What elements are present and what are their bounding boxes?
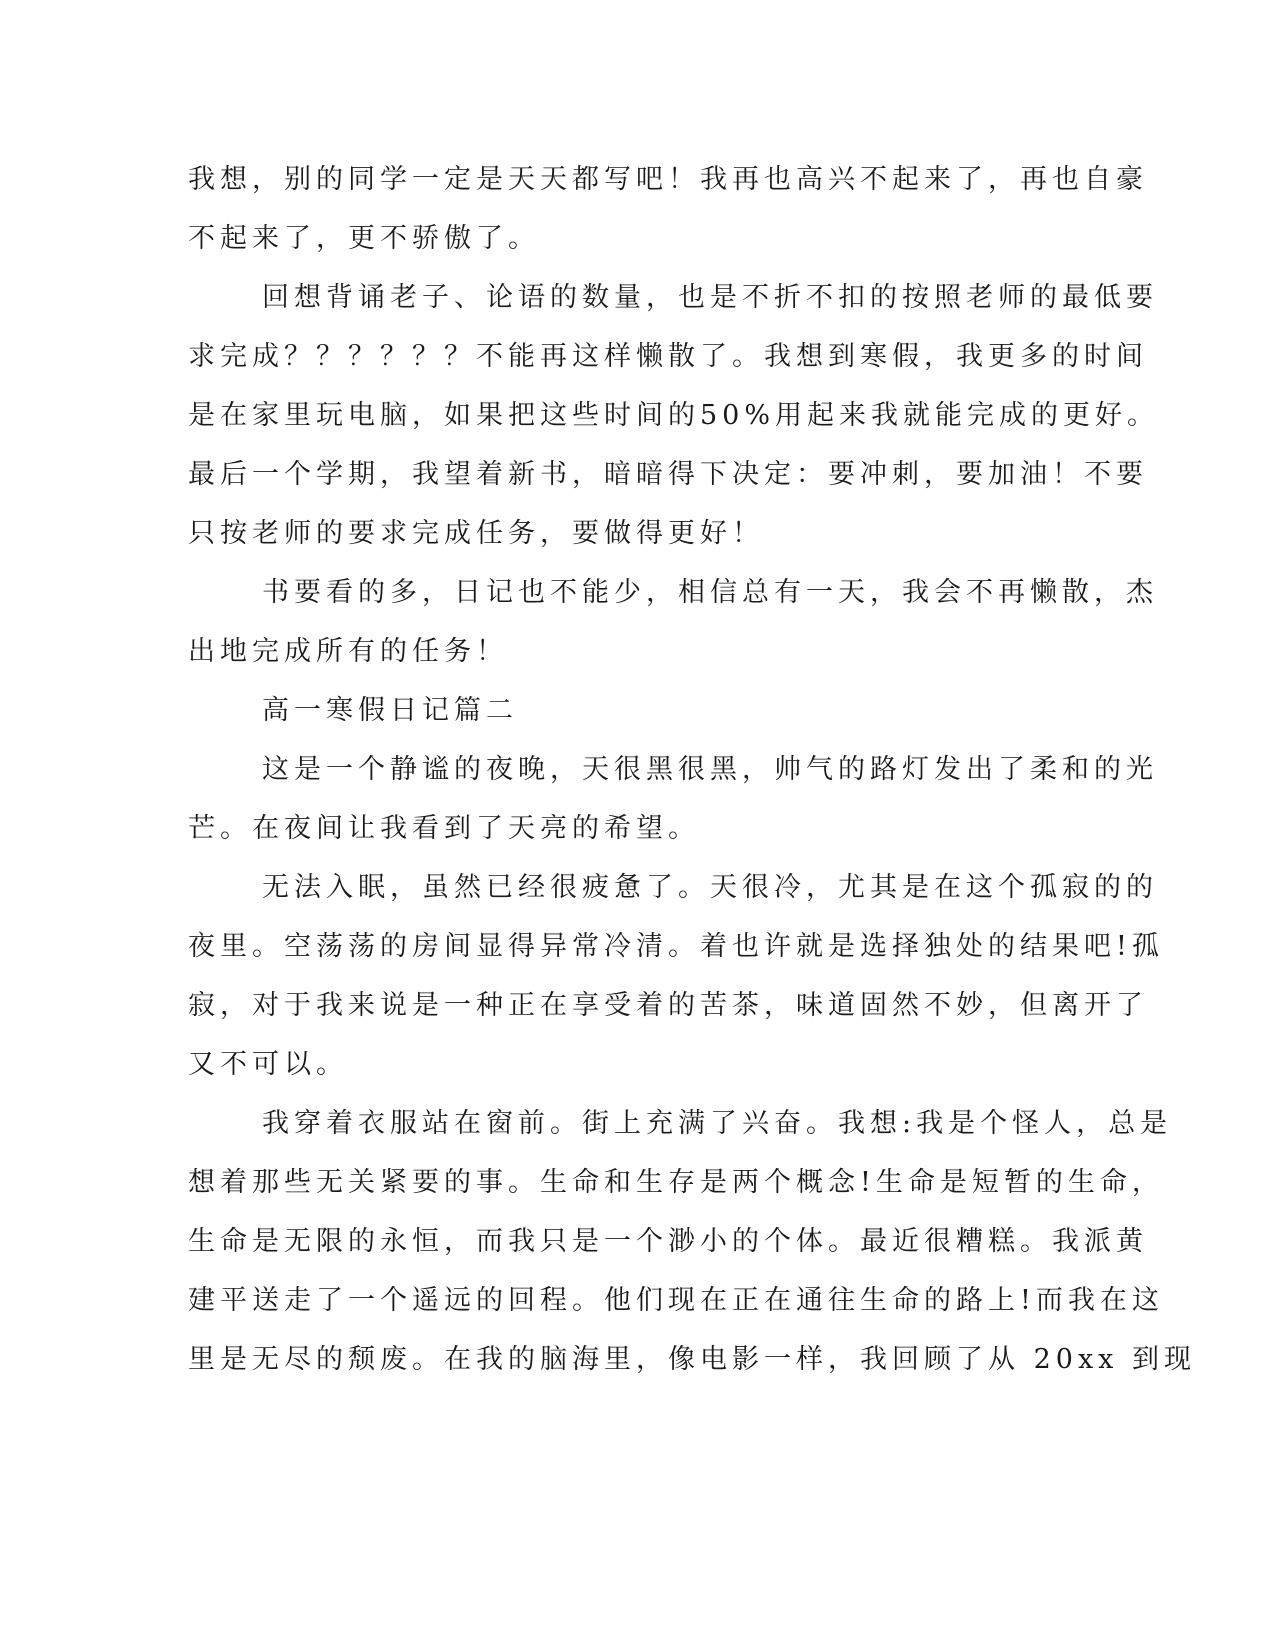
- text-line: 我穿着衣服站在窗前。街上充满了兴奋。我想:我是个怪人，总是: [262, 1108, 1173, 1139]
- text-line: 回想背诵老子、论语的数量，也是不折不扣的按照老师的最低要: [262, 282, 1158, 313]
- text-line: 芒。在夜间让我看到了天亮的希望。: [188, 813, 700, 844]
- text-line: 这是一个静谧的夜晚，天很黑很黑，帅气的路灯发出了柔和的光: [262, 754, 1158, 785]
- text-line: 里是无尽的颓废。在我的脑海里，像电影一样，我回顾了从 20xx 到现: [188, 1344, 1196, 1375]
- text-line: 最后一个学期，我望着新书，暗暗得下决定：要冲刺，要加油！不要: [188, 459, 1148, 490]
- text-line: 又不可以。: [188, 1049, 348, 1080]
- text-line: 不起来了，更不骄傲了。: [188, 223, 540, 254]
- text-line: 只按老师的要求完成任务，要做得更好！: [188, 518, 764, 549]
- text-line: 书要看的多，日记也不能少，相信总有一天，我会不再懒散，杰: [262, 577, 1158, 608]
- text-line: 求完成？？？？？？不能再这样懒散了。我想到寒假，我更多的时间: [188, 341, 1148, 372]
- text-line: 生命是无限的永恒，而我只是一个渺小的个体。最近很糟糕。我派黄: [188, 1226, 1148, 1257]
- text-line: 想着那些无关紧要的事。生命和生存是两个概念!生命是短暂的生命，: [188, 1167, 1164, 1198]
- text-line: 建平送走了一个遥远的回程。他们现在正在通往生命的路上!而我在这: [188, 1285, 1164, 1316]
- section-heading: 高一寒假日记篇二: [262, 695, 518, 726]
- text-line: 出地完成所有的任务！: [188, 636, 508, 667]
- text-line: 是在家里玩电脑，如果把这些时间的50%用起来我就能完成的更好。: [188, 400, 1160, 431]
- text-line: 我想，别的同学一定是天天都写吧！我再也高兴不起来了，再也自豪: [188, 164, 1148, 195]
- text-line: 寂，对于我来说是一种正在享受着的苦茶，味道固然不妙，但离开了: [188, 990, 1148, 1021]
- text-line: 无法入眠，虽然已经很疲惫了。天很冷，尤其是在这个孤寂的的: [262, 872, 1158, 903]
- text-line: 夜里。空荡荡的房间显得异常冷清。着也许就是选择独处的结果吧!孤: [188, 931, 1164, 962]
